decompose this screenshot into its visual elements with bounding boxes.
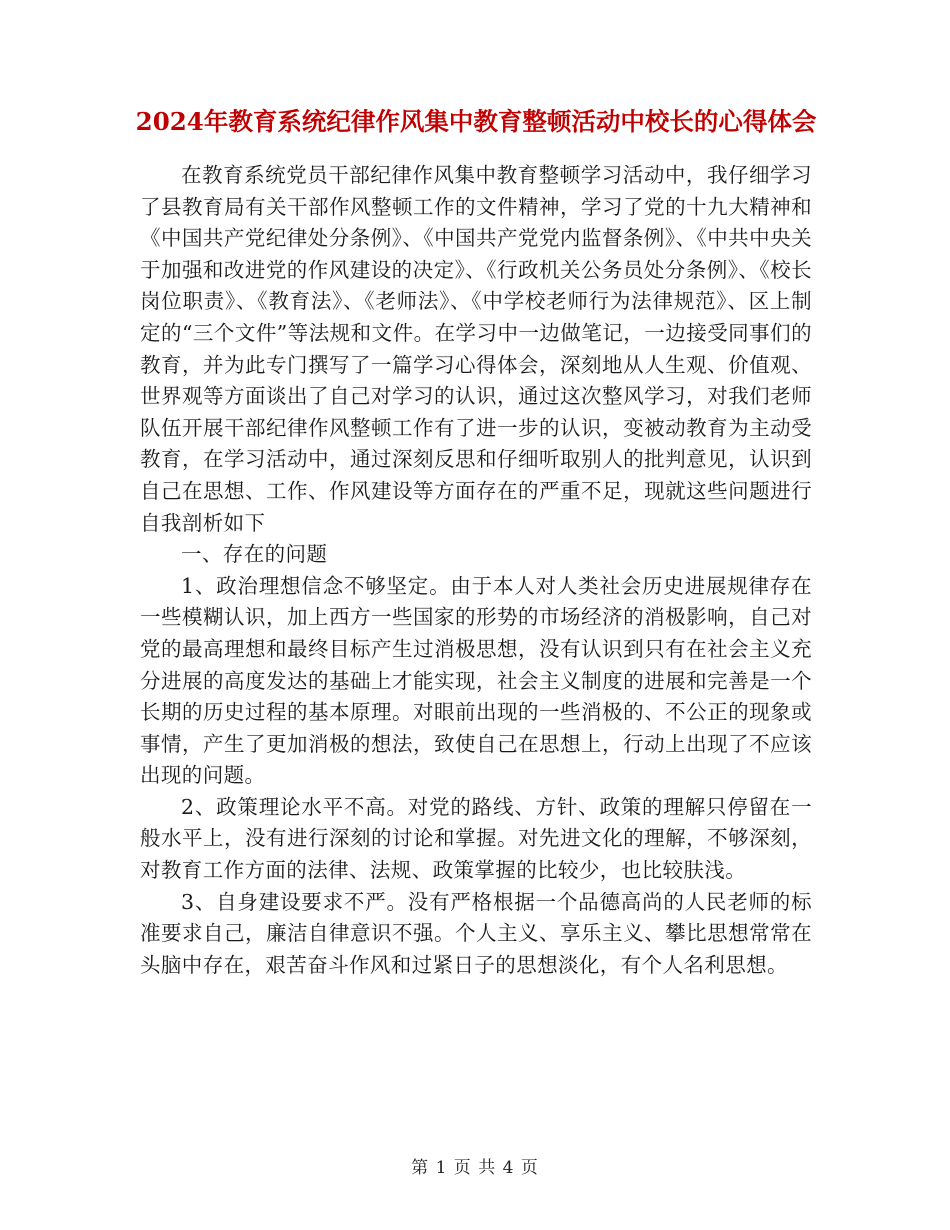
paragraph-item-3: 3、自身建设要求不严。没有严格根据一个品德高尚的人民老师的标准要求自己，廉洁自律意识不强。个人主义、享乐主义、攀比思想常常在头脑中存在，艰苦奋斗作风和过紧日子的思想淡化，有个人名利思想。 — [140, 889, 812, 977]
document-title: 2024年教育系统纪律作风集中教育整顿活动中校长的心得体会 — [135, 107, 817, 136]
section-heading-problems: 一、存在的问题 — [181, 542, 328, 567]
page-number-footer: 第 1 页 共 4 页 — [411, 1158, 539, 1178]
document-body — [140, 160, 812, 981]
paragraph-intro: 在教育系统党员干部纪律作风集中教育整顿学习活动中，我仔细学习了县教育局有关干部作风整顿工作的文件精神，学习了党的十九大精神和《中国共产党纪律处分条例》、《中国共产党党内监督条例》、《中共中央关于加强和改进党的作风建设的决定》、《行政机关公务员处分条例》、《校长岗位职责》、《教育法》、《老师法》、《中学校老师行为法律规范》、区上制定的“三个文件”等法规和文件。在学习中一边做笔记，一边接受同事们的教育，并为此专门撰写了一篇学习心得体会，深刻地从人生观、价值观、世界观等方面谈出了自己对学习的认识，通过这次整风学习，对我们老师队伍开展干部纪律作风整顿工作有了进一步的认识，变被动教育为主动受教育，在学习活动中，通过深刻反思和仔细听取别人的批判意见，认识到自己在思想、工作、作风建设等方面存在的严重不足，现就这些问题进行自我剖析如下 — [140, 163, 812, 535]
paragraph-item-1: 1、政治理想信念不够坚定。由于本人对人类社会历史进展规律存在一些模糊认识，加上西方一些国家的形势的市场经济的消极影响，自己对党的最高理想和最终目标产生过消极思想，没有认识到只有在社会主义充分进展的高度发达的基础上才能实现，社会主义制度的进展和完善是一个长期的历史过程的基本原理。对眼前出现的一些消极的、不公正的现象或事情，产生了更加消极的想法，致使自己在思想上，行动上出现了不应该出现的问题。 — [140, 573, 812, 788]
paragraph-item-2: 2、政策理论水平不高。对党的路线、方针、政策的理解只停留在一般水平上，没有进行深刻的讨论和掌握。对先进文化的理解，不够深刻，对教育工作方面的法律、法规、政策掌握的比较少，也比较肤浅。 — [140, 794, 812, 883]
